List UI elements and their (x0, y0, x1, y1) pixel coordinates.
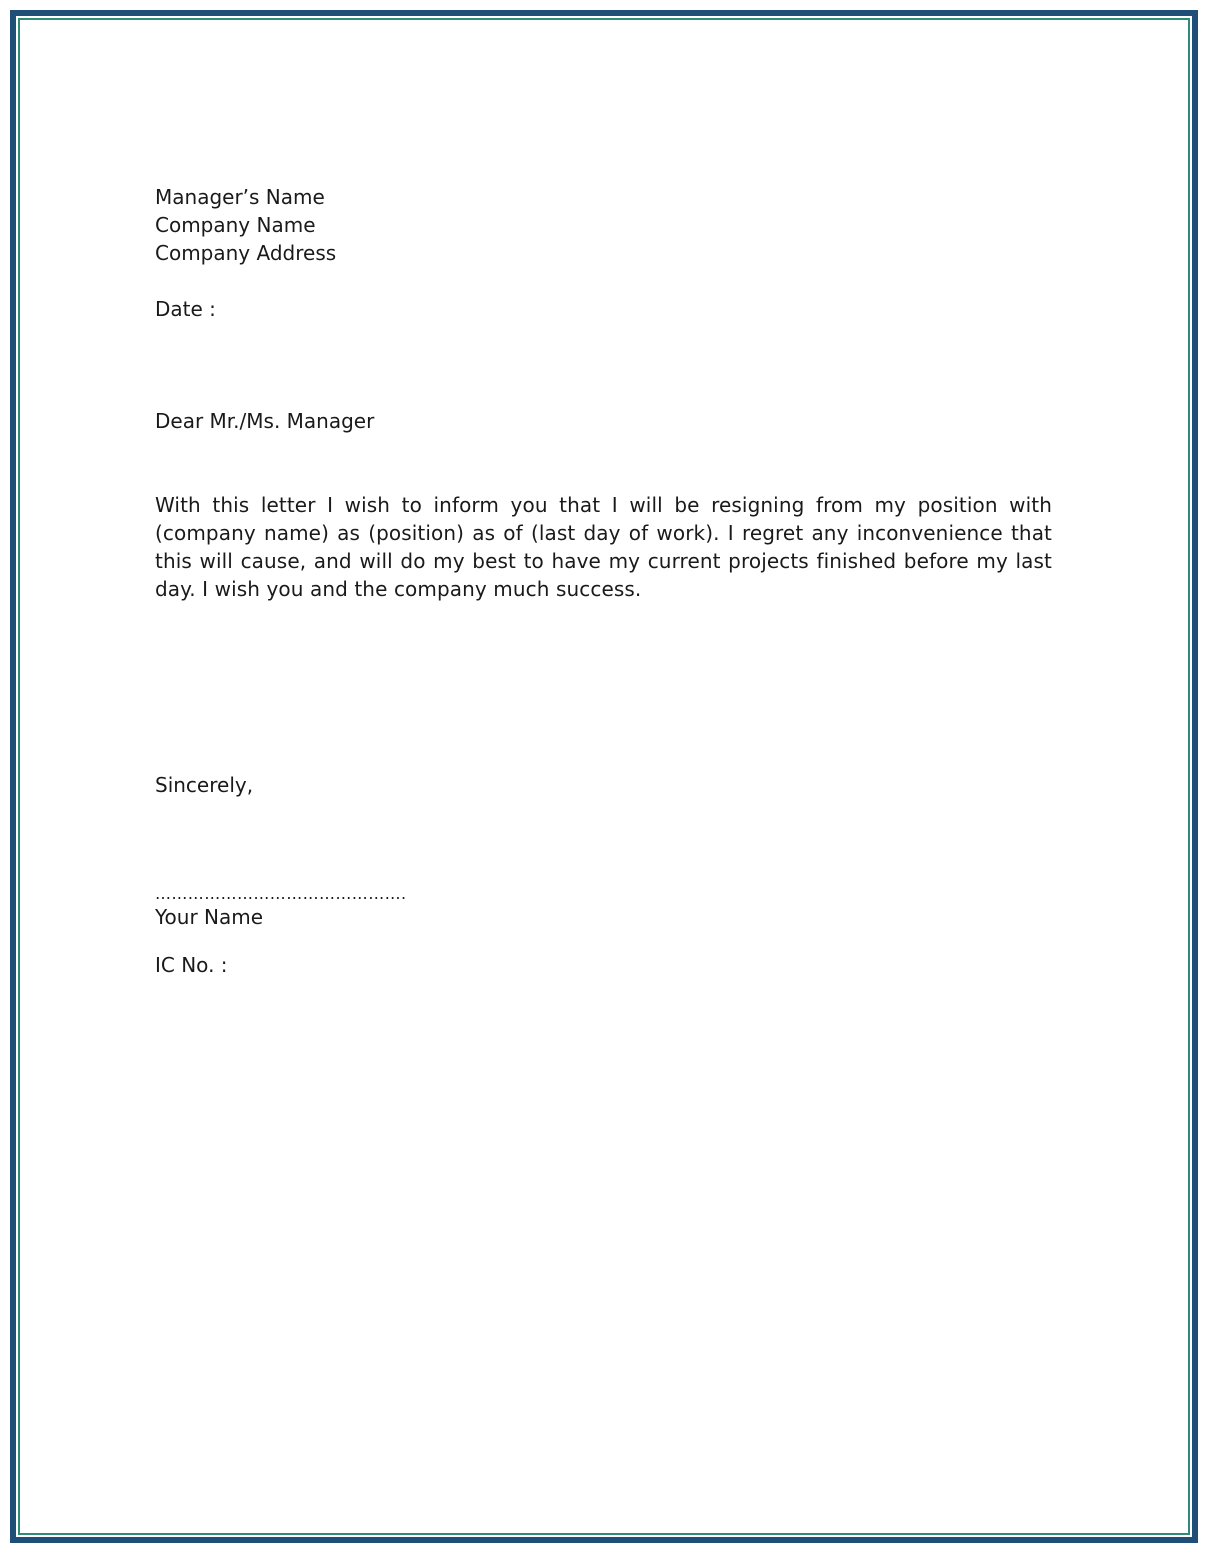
signer-name: Your Name (155, 905, 264, 929)
manager-name: Manager’s Name (155, 185, 325, 209)
recipient-block (155, 183, 1052, 267)
signature-line: ………………………………………. (155, 884, 407, 903)
closing: Sincerely, (155, 773, 254, 797)
letter-content (155, 183, 1052, 979)
salutation: Dear Mr./Ms. Manager (155, 409, 375, 433)
letter-body: With this letter I wish to inform you that I will be resigning from my position with (company name) as (position) as of (last day of work). I regret any inconvenience that this will cause, and will do my best to have my current projects finished before my last day. I wish you and the company much success. (155, 493, 1052, 601)
ic-number-label: IC No. : (155, 953, 228, 977)
date-label: Date : (155, 297, 216, 321)
company-address: Company Address (155, 241, 337, 265)
company-name: Company Name (155, 213, 316, 237)
